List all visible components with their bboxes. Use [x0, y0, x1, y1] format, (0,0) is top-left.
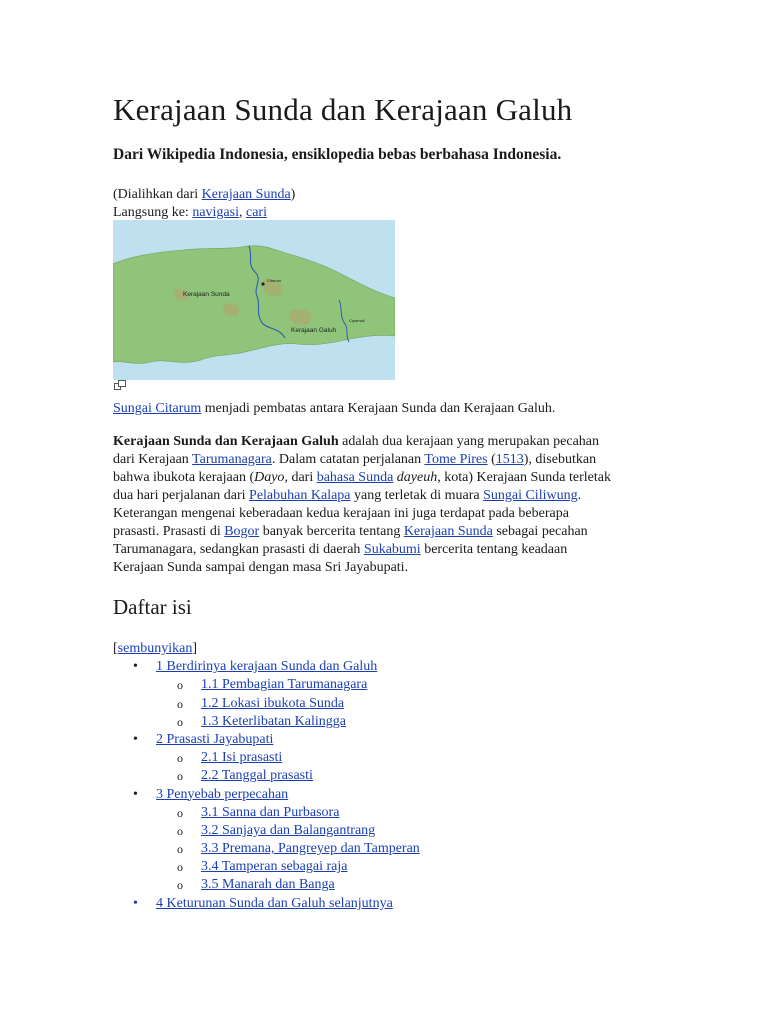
paragraph-line	[113, 541, 653, 559]
toc-link[interactable]: 3.1 Sanna dan Purbasora	[201, 804, 340, 820]
toc-item	[113, 804, 420, 822]
text-run: (	[487, 452, 496, 467]
paragraph-line	[113, 433, 653, 451]
paragraph-line	[113, 487, 653, 505]
toc-item	[113, 840, 420, 858]
circle-bullet-icon: o	[177, 842, 183, 857]
paragraph-line	[113, 451, 653, 469]
page-title: Kerajaan Sunda dan Kerajaan Galuh	[113, 92, 573, 127]
bullet-icon: •	[133, 731, 138, 747]
search-link[interactable]: cari	[245, 205, 267, 220]
text-run: bercerita tentang keadaan	[420, 542, 568, 557]
text-run: , kota) Kerajaan Sunda terletak	[437, 470, 611, 485]
circle-bullet-icon: o	[177, 751, 183, 766]
toc-item	[113, 858, 420, 876]
circle-bullet-icon: o	[177, 769, 183, 784]
redirect-link[interactable]: Kerajaan Sunda	[201, 187, 291, 202]
toc-link[interactable]: 2.1 Isi prasasti	[201, 750, 283, 766]
toc-link[interactable]: 4 Keturunan Sunda dan Galuh selanjutnya	[156, 895, 393, 911]
toc-link[interactable]: 1.2 Lokasi ibukota Sunda	[201, 695, 345, 711]
intro-paragraph	[113, 433, 653, 577]
circle-bullet-icon: o	[177, 678, 183, 693]
text-run: bahwa ibukota kerajaan (	[113, 470, 255, 485]
navigation-link[interactable]: navigasi	[192, 205, 239, 220]
jump-separator: ,	[238, 205, 246, 220]
table-of-contents	[113, 640, 420, 913]
text-run: dua hari perjalanan dari	[113, 488, 250, 503]
text-run: Tarumanagara, sedangkan prasasti di daerah	[113, 542, 364, 557]
circle-bullet-icon: o	[177, 878, 183, 893]
redirect-prefix: (Dialihkan dari	[113, 187, 202, 202]
text-run: dari Kerajaan	[113, 452, 193, 467]
toc-item	[113, 713, 420, 731]
map-label-east: Cipamali	[349, 318, 365, 323]
circle-bullet-icon: o	[177, 696, 183, 711]
map-label-galuh: Kerajaan Galuh	[291, 327, 337, 334]
text-run: Kerajaan Sunda sampai dengan masa Sri Jayabupati.	[113, 560, 409, 575]
circle-bullet-icon: o	[177, 823, 183, 838]
text-run: yang terletak di muara	[350, 488, 484, 503]
toc-link[interactable]: 3.4 Tamperan sebagai raja	[201, 859, 348, 875]
toc-link[interactable]: 3 Penyebab perpecahan	[156, 786, 289, 802]
text-run: Keterangan mengenai keberadaan kedua kerajaan ini juga terdapat pada beberapa	[113, 506, 569, 521]
inline-link[interactable]: Tarumanagara	[192, 452, 272, 467]
paragraph-line	[113, 559, 653, 577]
redirect-note	[113, 186, 295, 204]
toc-link[interactable]: 1.1 Pembagian Tarumanagara	[201, 677, 368, 693]
caption-link[interactable]: Sungai Citarum	[113, 401, 202, 416]
enlarge-icon[interactable]	[114, 380, 126, 390]
toc-item	[113, 822, 420, 840]
text-run: . Dalam catatan perjalanan	[271, 452, 425, 467]
toc-item	[113, 876, 420, 894]
text-run: ), disebutkan	[523, 452, 597, 467]
toc-link[interactable]: 2.2 Tanggal prasasti	[201, 768, 313, 784]
bullet-icon: •	[133, 786, 138, 802]
map-label-sunda: Kerajaan Sunda	[183, 291, 230, 298]
circle-bullet-icon: o	[177, 805, 183, 820]
toc-link[interactable]: 3.5 Manarah dan Banga	[201, 877, 335, 893]
circle-bullet-icon: o	[177, 714, 183, 729]
toc-bracket-close: ]	[192, 641, 197, 656]
toc-item	[113, 676, 420, 694]
inline-link[interactable]: Pelabuhan Kalapa	[249, 488, 351, 503]
circle-bullet-icon: o	[177, 860, 183, 875]
inline-link[interactable]: Sungai Ciliwung	[483, 488, 578, 503]
toc-toggle	[113, 640, 420, 658]
bold-text: Kerajaan Sunda dan Kerajaan Galuh	[113, 434, 339, 449]
bullet-icon: •	[133, 895, 138, 911]
text-run: prasasti. Prasasti di	[113, 524, 225, 539]
toc-link[interactable]: 3.2 Sanjaya dan Balangantrang	[201, 822, 376, 838]
toc-item	[113, 749, 420, 767]
caption-text: menjadi pembatas antara Kerajaan Sunda dan Kerajaan Galuh.	[201, 401, 556, 416]
inline-link[interactable]: Sukabumi	[363, 542, 421, 557]
toc-bracket-open: [	[113, 641, 118, 656]
paragraph-line	[113, 505, 653, 523]
text-run: adalah dua kerajaan yang merupakan pecahan	[338, 434, 600, 449]
toc-link[interactable]: 1 Berdirinya kerajaan Sunda dan Galuh	[156, 659, 378, 675]
city-marker	[261, 282, 264, 285]
italic-text: dayeuh	[396, 470, 438, 485]
image-caption	[113, 400, 555, 418]
site-subtitle: Dari Wikipedia Indonesia, ensiklopedia bebas berbahasa Indonesia.	[113, 146, 562, 163]
toc-item	[113, 658, 420, 676]
toc-link[interactable]: 2 Prasasti Jayabupati	[156, 731, 274, 747]
inline-link[interactable]: Tome Pires	[424, 452, 488, 467]
toc-hide-link[interactable]: sembunyikan	[117, 641, 193, 656]
map-image[interactable]	[113, 220, 395, 380]
toc-item	[113, 731, 420, 749]
paragraph-line	[113, 469, 653, 487]
toc-item	[113, 695, 420, 713]
redirect-suffix: )	[290, 187, 296, 202]
inline-link[interactable]: bahasa Sunda	[316, 470, 394, 485]
paragraph-line	[113, 523, 653, 541]
text-run: , dari	[284, 470, 317, 485]
inline-link[interactable]: Kerajaan Sunda	[403, 524, 493, 539]
text-run: sebagai pecahan	[492, 524, 588, 539]
toc-item	[113, 786, 420, 804]
toc-link[interactable]: 1.3 Keterlibatan Kalingga	[201, 713, 347, 729]
toc-heading: Daftar isi	[113, 595, 192, 619]
inline-link[interactable]: 1513	[495, 452, 524, 467]
italic-text: Dayo	[254, 470, 285, 485]
toc-item	[113, 895, 420, 913]
bullet-icon: •	[133, 659, 138, 675]
toc-link[interactable]: 3.3 Premana, Pangreyep dan Tamperan	[201, 841, 420, 857]
inline-link[interactable]: Bogor	[224, 524, 260, 539]
map-label-river: Citarum	[267, 278, 282, 283]
text-run: banyak bercerita tentang	[259, 524, 404, 539]
toc-item	[113, 767, 420, 785]
text-run: .	[577, 488, 582, 503]
jump-prefix: Langsung ke:	[113, 205, 193, 220]
